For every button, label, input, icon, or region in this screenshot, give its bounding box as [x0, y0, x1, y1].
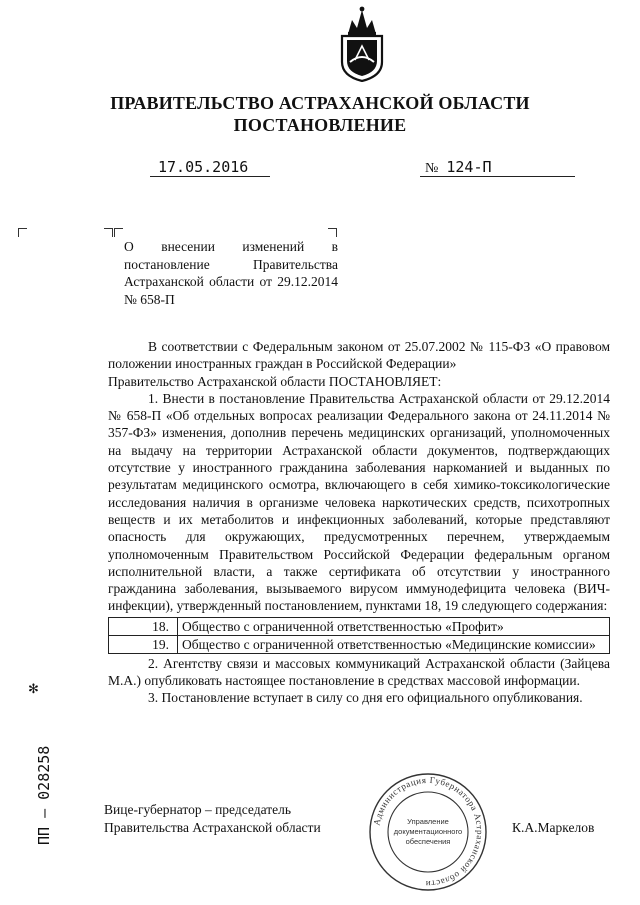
signer-name: К.А.Маркелов: [512, 820, 595, 835]
svg-text:документационного: документационного: [393, 827, 463, 836]
document-number-field: [425, 158, 575, 177]
document-type: ПОСТАНОВЛЕНИЕ: [233, 115, 407, 135]
preamble: В соответствии с Федеральным законом от 25.07.2002 № 115-ФЗ «О правовом положении иностранных граждан в Российской Федерации»: [108, 339, 610, 372]
document-body: [108, 338, 610, 707]
number-sign: №: [425, 161, 439, 176]
table-row: [109, 635, 610, 653]
clause-3: 3. Постановление вступает в силу со дня его официального опубликования.: [148, 690, 583, 706]
signer-title: [104, 801, 321, 837]
serial-ornament-icon: ✻: [28, 682, 39, 697]
subject-corner-mark: [114, 228, 123, 237]
document-subject: О внесении изменений в постановление Правительства Астраханской области от 29.12.2014 № 658-П: [124, 239, 338, 307]
clause-1: 1. Внести в постановление Правительства Астраханской области от 29.12.2014 № 658-П «Об отдельных вопросах реализации Федерального закона от 24.11.2014 № 357-ФЗ» изменения, дополнив перечень медицинских организаций, уполномоченных на выдачу на территории Астраханской области документов, подтверждающих отсутствие у иностранного гражданина заболевания наркоманией и выданных по результатам медицинского осмотра, включающего в себя химико-токсикологические исследования наличия в организме человека наркотических средств, психотропных веществ и их метаболитов и инфекционных заболеваний, которые представляют опасность для окружающих, предусмотренных перечнем, утверждаемым уполномоченным Правительством Российской Федерации федеральным органом исполнительной власти, а также сертификата об отсутствии у иностранного гражданина заболевания, вызываемого вирусом иммунодефицита человека (ВИЧ-инфекции), утвержденный постановлением, пунктами 18, 19 следующего содержания:: [108, 390, 610, 614]
signer-title-line: Вице-губернатор – председатель: [104, 802, 291, 817]
resolves-line: Правительство Астраханской области ПОСТАНОВЛЯЕТ:: [108, 373, 442, 389]
organization-name: Общество с ограниченной ответственностью «Медицинские комиссии»: [178, 635, 610, 653]
government-title: ПРАВИТЕЛЬСТВО АСТРАХАНСКОЙ ОБЛАСТИ: [110, 93, 530, 113]
number-underline: [420, 176, 575, 177]
form-serial-number: [20, 682, 53, 845]
svg-text:обеспечения: обеспечения: [405, 837, 451, 846]
serial-text: ПП – 028258: [35, 745, 53, 845]
organization-name: Общество с ограниченной ответственностью «Профит»: [178, 617, 610, 635]
table-row: [109, 617, 610, 635]
svg-text:Управление: Управление: [407, 817, 449, 826]
svg-text:Администрация Губернатора Астр: Администрация Губернатора Астраханской области: [371, 774, 486, 890]
address-corner-mark: [18, 228, 27, 237]
subject-corner-mark: [104, 228, 113, 237]
document-number: 124-П: [446, 158, 492, 176]
document-date: 17.05.2016: [158, 158, 249, 176]
row-number: 19.: [109, 635, 178, 653]
date-underline: [150, 176, 270, 177]
subject-corner-mark: [328, 228, 337, 237]
clause-2: 2. Агентству связи и массовых коммуникаций Астраханской области (Зайцева М.А.) опубликовать настоящее постановление в средствах массовой информации.: [108, 655, 610, 689]
organizations-table: [108, 617, 610, 654]
coat-of-arms-icon: [338, 6, 386, 82]
signer-title-line: Правительства Астраханской области: [104, 820, 321, 835]
row-number: 18.: [109, 617, 178, 635]
official-seal-stamp: [366, 770, 490, 894]
